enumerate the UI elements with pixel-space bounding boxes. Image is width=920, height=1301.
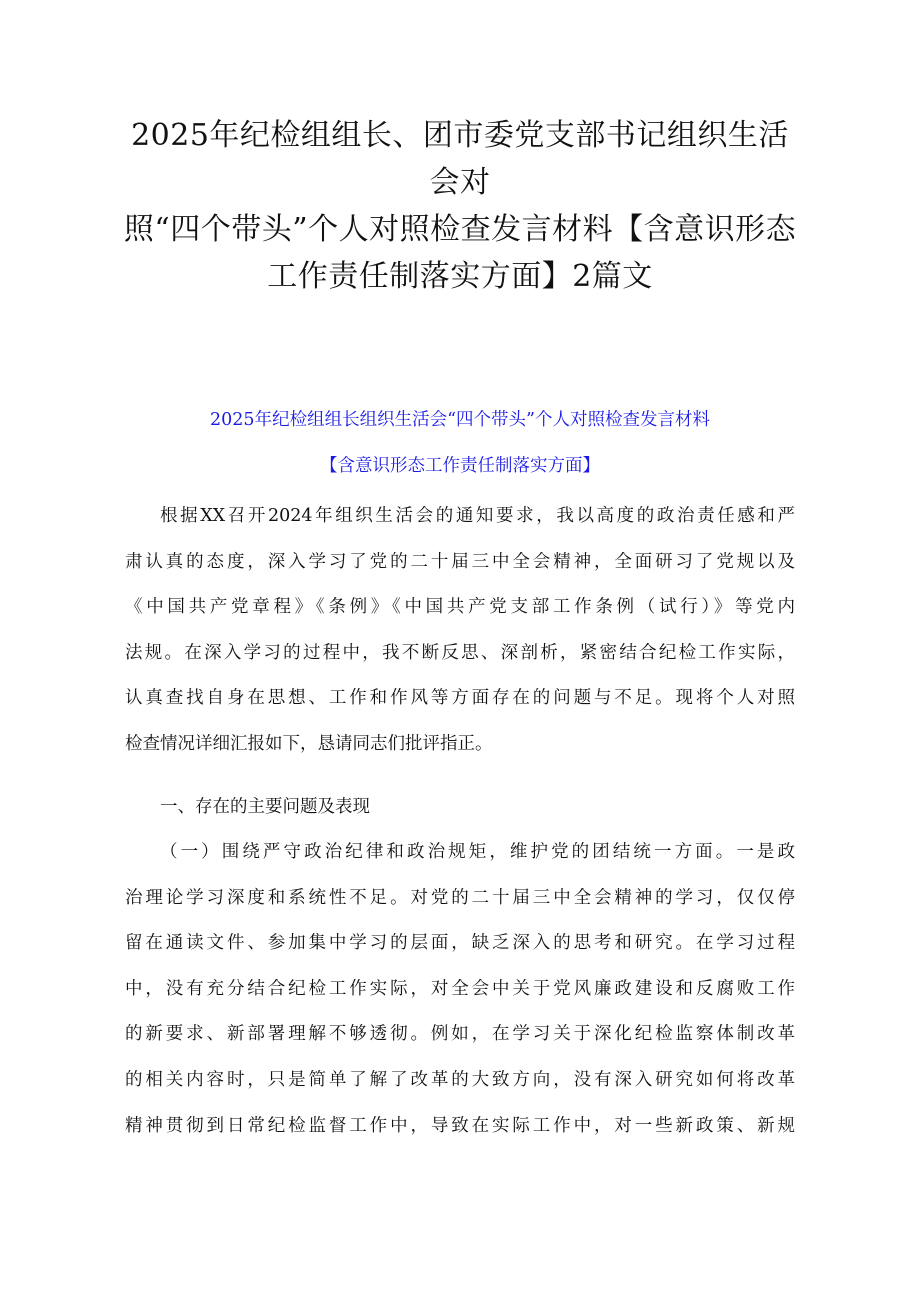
subtitle-line: 【含意识形态工作责任制落实方面】 bbox=[320, 456, 600, 476]
paragraph-line: 的新要求、新部署理解不够透彻。例如，在学习关于深化纪检监察体制改革 bbox=[125, 1024, 795, 1045]
paragraph-line: 《中国共产党章程》《条例》《中国共产党支部工作条例（试行）》等党内 bbox=[125, 597, 795, 618]
section-heading: 一、存在的主要问题及表现 bbox=[160, 797, 370, 817]
document-title bbox=[120, 112, 800, 300]
paragraph-line: 精神贯彻到日常纪检监督工作中，导致在实际工作中，对一些新政策、新规 bbox=[125, 1115, 795, 1136]
subtitle-line: 2025年纪检组组长组织生活会“四个带头”个人对照检查发言材料 bbox=[210, 410, 710, 430]
document-title-line: 工作责任制落实方面】2篇文 bbox=[267, 259, 653, 294]
problem-paragraph bbox=[125, 836, 795, 1155]
paragraph-line: 中，没有充分结合纪检工作实际，对全会中关于党风廉政建设和反腐败工作 bbox=[125, 978, 795, 999]
paragraph-line: 的相关内容时，只是简单了解了改革的大致方向，没有深入研究如何将改革 bbox=[125, 1069, 795, 1090]
paragraph-line: （一）围绕严守政治纪律和政治规矩，维护党的团结统一方面。一是政 bbox=[160, 842, 795, 862]
document-title-line: 照“四个带头”个人对照检查发言材料【含意识形态 bbox=[123, 212, 797, 247]
paragraph-line: 根据XX召开2024年组织生活会的通知要求，我以高度的政治责任感和严 bbox=[160, 506, 795, 526]
paragraph-line: 肃认真的态度，深入学习了党的二十届三中全会精神，全面研习了党规以及 bbox=[125, 551, 795, 572]
paragraph-line: 检查情况详细汇报如下，恳请同志们批评指正。 bbox=[125, 733, 493, 754]
paragraph-line: 留在通读文件、参加集中学习的层面，缺乏深入的思考和研究。在学习过程 bbox=[125, 933, 795, 954]
paragraph-line: 法规。在深入学习的过程中，我不断反思、深剖析，紧密结合纪检工作实际， bbox=[125, 642, 795, 663]
paragraph-line: 认真查找自身在思想、工作和作风等方面存在的问题与不足。现将个人对照 bbox=[125, 688, 795, 709]
paragraph-line: 治理论学习深度和系统性不足。对党的二十届三中全会精神的学习，仅仅停 bbox=[125, 887, 795, 908]
document-title-line: 2025年纪检组组长、团市委党支部书记组织生活会对 bbox=[131, 118, 789, 200]
intro-paragraph bbox=[125, 500, 795, 774]
